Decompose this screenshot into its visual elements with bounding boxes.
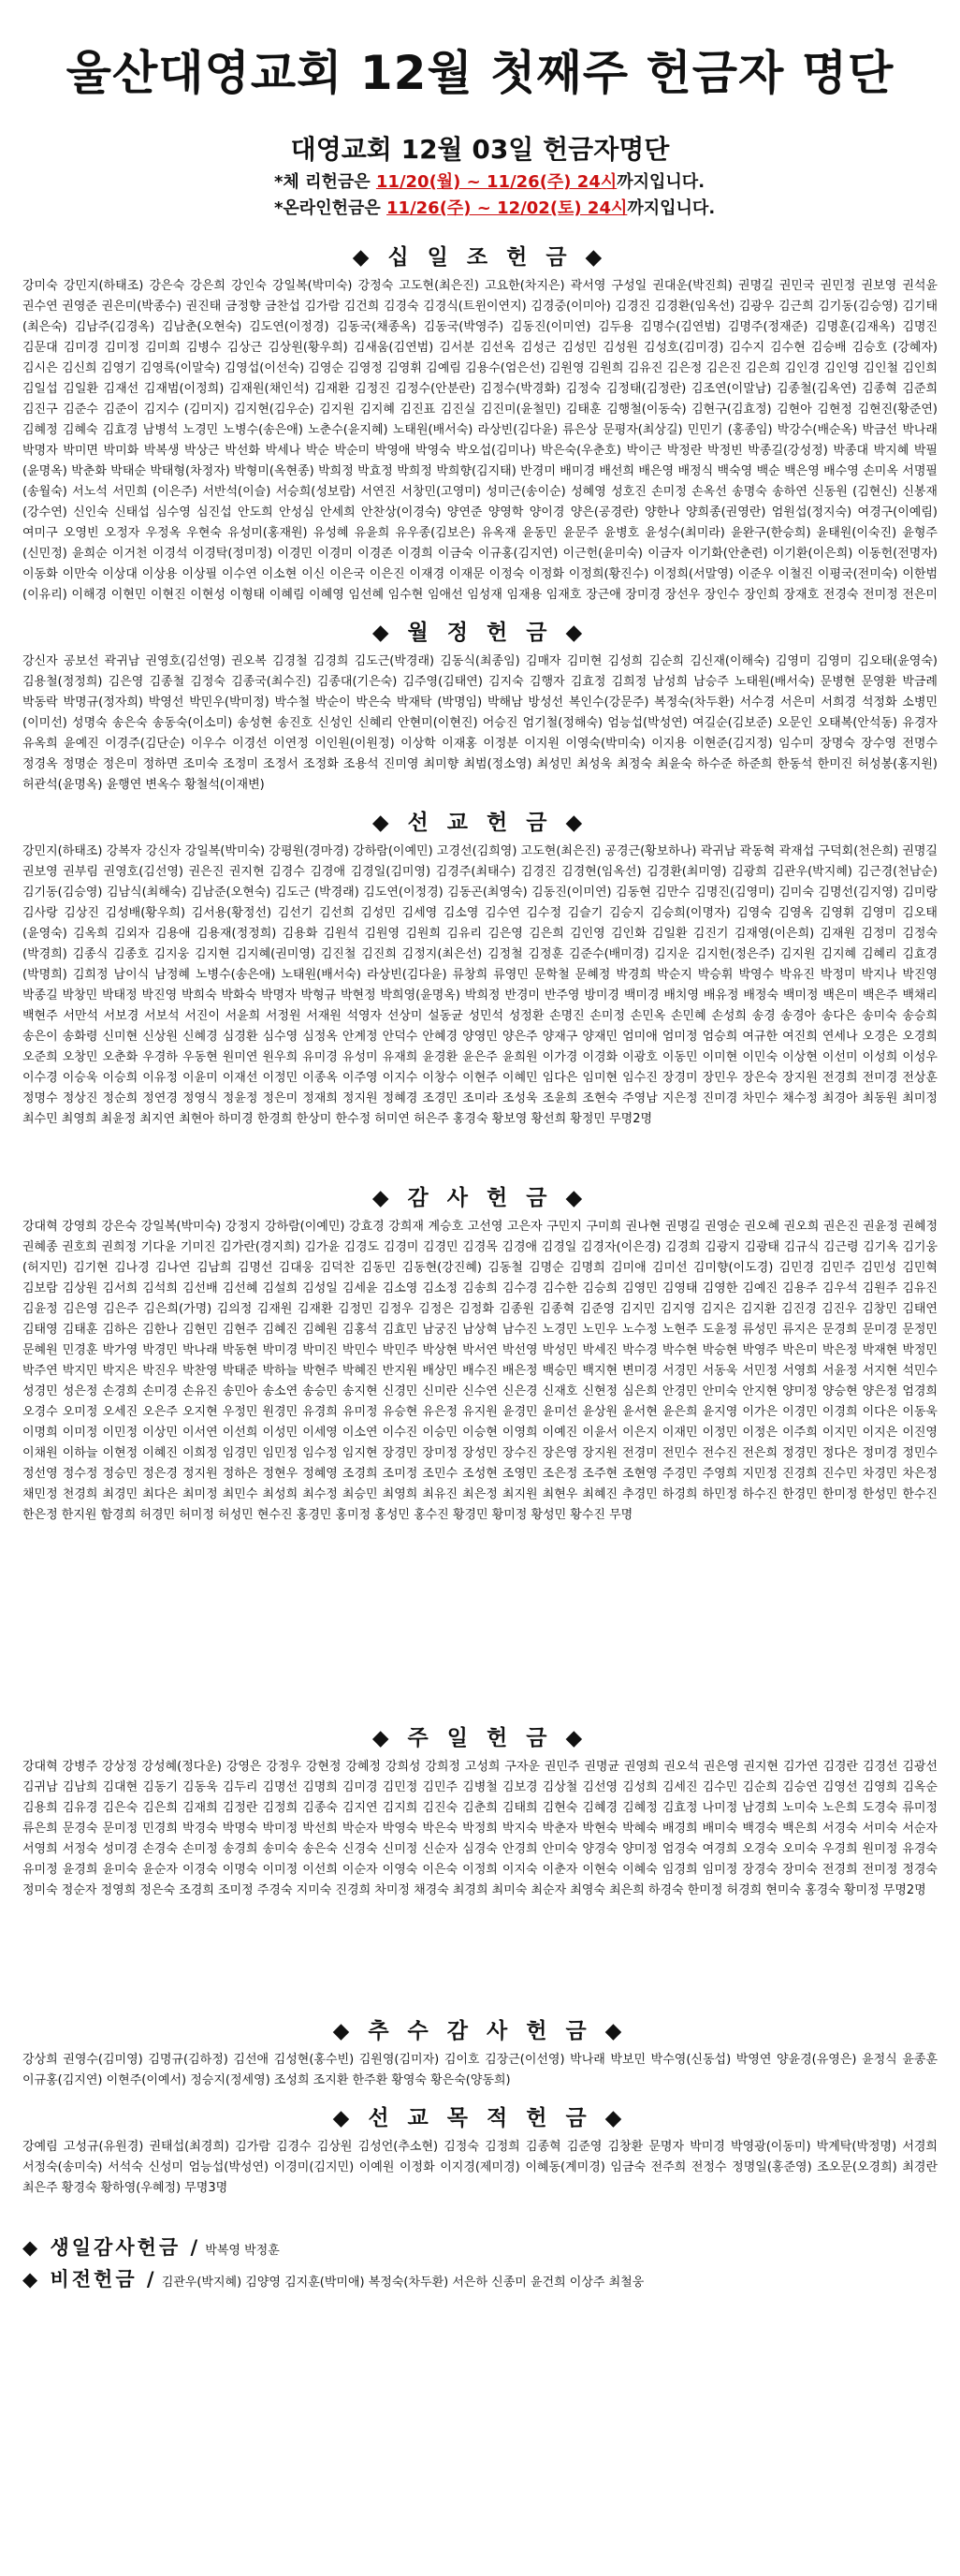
online-note-range: 11/26(주) ~ 12/02(토) 24시: [386, 198, 628, 218]
list-subtitle: 대영교회 12월 03일 헌금자명단: [290, 134, 670, 165]
section-harvest-header: ◆ 추 수 감 사 헌 금 ◆: [332, 2019, 628, 2043]
bottom-list: [22, 2232, 938, 2292]
section-mission-purpose: [22, 2100, 938, 2219]
section-mission: [22, 805, 938, 1171]
section-harvest: [22, 2013, 938, 2091]
section-mission-header: ◆ 선 교 헌 금 ◆: [371, 811, 589, 835]
section-mission-purpose-names: 강예림 고성규(유원경) 권태섭(최경희) 김가람 김경수 김상원 김성언(추소현) 김정숙 김정희 김종혁 김준영 김창환 문명자 박미경 박영광(이동미) 박계탁(박정명) 서경희 서정숙(송미숙) 서석숙 신성미 엄능섭(박성연) 이경미(김지민) 이예원 이정화 이지경(제미경) 이혜동(계미경) 임금숙 전주희 전정수 정명일(홍준영) 조오문(오경희) 최경란 최은주 황경숙 황하영(우혜정) 무명3명: [22, 2140, 938, 2195]
vision-row: [22, 2264, 938, 2292]
online-note-prefix: *온라인헌금은: [274, 198, 387, 218]
vision-label: ◆ 비전헌금 /: [22, 2268, 157, 2291]
section-thanks: [22, 1180, 938, 1711]
section-mission-names: 강민지(하태조) 강복자 강신자 강일복(박미숙) 강평원(경마경) 강하람(이예민) 고경선(김희영) 고도현(최은진) 공경근(황보하나) 곽귀남 곽동혁 곽재섭 구덕회(천은희) 권명길 권보영 권부림 권영호(김선영) 권은진 권지현 김경수 김경애 김경일(김미영) 김경주(최태수) 김경진 김경현(임옥선) 김경환(최미영) 김광희 김관우(박지혜) 김근경(천남순) 김기동(김승영) 김남식(최해숙) 김남준(오현숙) 김도근 (박경래) 김도연(이정경) 김동곤(최영숙) 김동진(이미연) 김동현 김만수 김명진(김영미) 김미숙 김명선(김지영) 김미랑 김사랑 김상진 김성배(황우희) 김서용(황정선) 김선기 김선희 김성민 김세영 김소영 김수연 김수정 김슬기 김승지 김승희(이명자) 김영숙 김영옥 김영휘 김영미 김오태(윤영숙) 김옥희 김외자 김용애 김용재(정정희) 김용화 김원석 김원영 김원희 김유리 김은영 김은희 김인영 김인화 김일환 김진기 김재영(이은희) 김재원 김정미 김정숙(박경희) 김종식 김종호 김지웅 김지현 김지혜(권미영) 김진철 김진희 김정지(최은선) 김정철 김정훈 김준수(배미경) 김지운 김지헌(정은주) 김지원 김지혜 김혜리 김효경(박명희) 김희정 남이식 남정혜 노병수(송은애) 노태원(배서숙) 라상빈(김다윤) 류창희 류영민 문학철 문혜정 박경희 박순지 박승휘 박영수 박유진 박정미 박지나 박진영 박종길 박창민 박태정 박진영 박희숙 박화숙 박명자 박형규 박현정 박희영(윤명옥) 박희정 반경미 반주영 방미경 백미경 배치영 배유정 배정숙 백미정 백은미 백은주 백채리 백현주 서만석 서보경 서보석 서진이 서윤희 서정원 서재원 석영자 선상미 설동균 성민석 성정환 손명진 손미정 손민옥 손민혜 손성희 송경 송경아 송다은 송미숙 송승희 송은이 송화령 신미현 신상원 신혜경 심경환 심수영 심정옥 안계정 안덕수 안혜경 양영민 양은주 양재구 양재민 엄미애 엄미정 엄승희 여규한 여진희 연세나 오경은 오경희 오준희 오창민 오춘화 우경하 우동현 원미연 원우희 유미경 유성미 유재희 윤경환 윤은주 윤희원 이가경 이경화 이광호 이동민 이미현 이민숙 이상현 이선미 이성희 이성우 이수경 이승욱 이승희 이유정 이윤미 이재선 이정민 이종옥 이주영 이지수 이창수 이현주 이혜민 임다은 임미현 임수진 장경미 장민우 장은숙 장지원 전경희 전미경 전상훈 정명수 정상진 정순희 정연경 정영식 정윤정 정은미 정재희 정지원 정혜경 조경민 조미라 조성욱 조윤희 조현숙 주영남 지은정 진미경 차민수 채수정 최경아 최동원 최미정 최수민 최영희 최윤정 최지연 최현아 하미경 한경희 한상미 한수정 허미연 허은주 홍경숙 황보영 황선희 황정민 무명2명: [22, 844, 938, 1126]
section-sunday-header: ◆ 주 일 헌 금 ◆: [371, 1726, 589, 1750]
vision-names: 김관우(박지혜) 김양영 김지훈(박미애) 복정숙(차두환) 서은하 신종미 윤건희 이상주 최철웅: [161, 2276, 645, 2290]
page-title: 울산대영교회 12월 첫째주 헌금자 명단: [65, 46, 895, 100]
online-note-suffix: 까지입니다.: [627, 198, 716, 218]
subheader: [199, 120, 761, 230]
section-harvest-names: 강상희 권영수(김미영) 김명규(김하정) 김선애 김성현(홍수빈) 김원영(김미자) 김이호 김장근(이선영) 박나래 박보민 박수영(신동섭) 박영연 양윤경(유영은) 윤정식 윤종훈 이규홍(김지연) 이현주(이예서) 정승지(정세영) 조성희 조지환 한주환 황영숙 황은숙(양동희): [22, 2053, 938, 2087]
section-monthly-header: ◆ 월 정 헌 금 ◆: [371, 621, 589, 645]
section-tithe: [22, 240, 938, 606]
cherry-note-prefix: *체 리헌금은: [274, 172, 376, 192]
section-sunday: [22, 1720, 938, 2004]
cherry-note-range: 11/20(월) ~ 11/26(주) 24시: [375, 172, 618, 192]
cherry-note-suffix: 까지입니다.: [617, 172, 705, 192]
section-mission-purpose-header: ◆ 선 교 목 적 헌 금 ◆: [332, 2106, 628, 2130]
section-thanks-names: 강대혁 강영희 강은숙 강일복(박미숙) 강정지 강하람(이예민) 강효경 강희재 계승호 고선영 고은자 구민지 구미희 권나현 권명길 권영순 권오혜 권오희 권은진 권윤정 권혜정 권혜종 권호희 권희정 기다윤 기미진 김가란(경지희) 김가윤 김경도 김경미 김경민 김경목 김경애 김경일 김경자(이은경) 김경희 김광지 김광태 김규식 김근령 김기옥 김기웅(허지민) 김기현 김나경 김나연 김남희 김명선 김대웅 김덕찬 김동민 김동현(강진혜) 김동철 김명순 김명희 김미애 김미선 김미향(이도경) 김민경 김민주 김민성 김민혁 김보람 김상원 김서희 김석희 김선배 김선혜 김설희 김성일 김세윤 김소영 김소정 김송희 김수경 김수한 김승희 김영민 김영태 김영한 김예진 김용주 김우석 김원주 김유진 김윤정 김은영 김은주 김은희(가명) 김의정 김재원 김재환 김정민 김정우 김정은 김정화 김종원 김종혁 김준영 김지민 김지영 김지은 김지환 김진경 김진우 김창민 김태연 김태영 김태훈 김하은 김한나 김현민 김현주 김혜진 김혜원 김홍석 김효민 남궁진 남상혁 남수진 노경민 노민우 노수정 노현주 도윤정 류성민 류지은 문경희 문미경 문정민 문혜원 민경훈 박가영 박경민 박나래 박동현 박미경 박미진 박민수 박민주 박상현 박서연 박선영 박성민 박세진 박수경 박수현 박승현 박영주 박은미 박은정 박재현 박정민 박주연 박지민 박지은 박진우 박찬영 박태준 박하늘 박현주 박혜진 반지원 배상민 배수진 배은정 백승민 백지현 변미경 서경민 서동욱 서민정 서영희 서윤정 서지현 석민수 성경민 성은정 손경희 손미경 손유진 송민아 송소연 송승민 송지현 신경민 신미란 신수연 신은경 신재호 신현정 심은희 안경민 안미숙 안지현 양미정 양승현 양은정 엄경희 오경수 오미정 오세진 오은주 오지현 우정민 원경민 유경희 유미정 유승현 유은정 유지원 윤경민 윤미선 윤상원 윤서현 윤은희 윤지영 이가은 이경민 이경희 이다은 이동욱 이명희 이미정 이민정 이상민 이서연 이선희 이성민 이세영 이소연 이수진 이승민 이승현 이영희 이예진 이윤서 이은지 이재민 이정민 이정은 이주희 이지민 이지은 이진영 이채원 이하늘 이현정 이혜진 이희정 임경민 임민정 임수정 임지현 장경민 장미정 장성민 장수진 장은영 장지원 전경미 전민수 전수진 전은희 정경민 정다은 정미경 정민수 정선영 정수정 정승민 정은경 정지원 정하은 정현우 정혜영 조경희 조미정 조민수 조성현 조영민 조은정 조주현 조현영 주경민 주영희 지민정 진경희 진수민 차경민 차은정 채민정 천경희 최경민 최다은 최미정 최민수 최성희 최수정 최승민 최영희 최유진 최은정 최지원 최현우 최혜진 추경민 하경희 하민정 하수진 한경민 한미정 한성민 한수진 한은정 한지원 함경희 허경민 허미정 허성민 현수진 홍경민 홍미정 홍성민 홍수진 황경민 황미정 황성민 황수진 무명: [22, 1220, 938, 1522]
section-thanks-header: ◆ 감 사 헌 금 ◆: [371, 1186, 589, 1210]
section-sunday-names: 강대혁 강병주 강상정 강성혜(정다운) 강영은 강정우 강현정 강혜정 강희성 강희정 고성희 구자운 권민주 권명균 권영희 권오석 권은영 권지현 김가연 김경란 김경선 김광선 김귀남 김남희 김대현 김동기 김동욱 김두리 김명선 김명희 김미경 김민정 김민주 김병철 김보경 김상철 김선영 김성희 김세진 김수민 김순희 김승연 김영선 김영희 김옥순 김용희 김유경 김은숙 김은희 김재희 김정란 김정희 김종숙 김지연 김지희 김진숙 김춘희 김태희 김현숙 김혜경 김혜정 김효정 나미정 남경희 노미숙 노은희 도경숙 류미정 류은희 문경숙 문미정 민경희 박경숙 박명숙 박미정 박선희 박순자 박영숙 박은숙 박정희 박지숙 박춘자 박현숙 박혜숙 배경희 배미숙 백경숙 백은희 서경숙 서미숙 서순자 서영희 서정숙 성미경 손경숙 손미정 송경희 송미숙 송은숙 신경숙 신미정 신순자 심경숙 안경희 안미숙 양경숙 양미정 엄경숙 여경희 오경숙 오미숙 우경희 원미정 유경숙 유미정 윤경희 윤미숙 윤순자 이경숙 이명숙 이미정 이선희 이순자 이영숙 이은숙 이정희 이지숙 이춘자 이현숙 이혜숙 임경희 임미정 장경숙 장미숙 전경희 전미정 정경숙 정미숙 정순자 정영희 정은숙 조경희 조미정 주경숙 지미숙 진경희 차미정 채경숙 최경희 최미숙 최순자 최영숙 최은희 하경숙 한미정 허경희 현미숙 홍경숙 황미정 무명2명: [22, 1760, 938, 1897]
cherry-note: [274, 168, 761, 193]
section-monthly-names: 강신자 공보선 곽귀남 권영호(김선영) 권오복 김경철 김경희 김도근(박경래) 김동식(최종임) 김매자 김미현 김성희 김순희 김신재(이해숙) 김영미 김영미 김오태(윤영숙) 김용철(정정희) 김은영 김종철 김정숙 김종국(최수진) 김종대(기은숙) 김주영(김태연) 김지숙 김행자 김효정 김희정 남성희 남승주 노태원(배서숙) 문병현 문영환 박금례 박동락 박명규(정자희) 박영선 박민우(박미정) 박수철 박순이 박은숙 박재탁 (박명임) 박해남 방성선 복인수(강문주) 복정숙(차두환) 서수경 서은미 서희경 석정화 소병민(이미선) 성명숙 송은숙 송동숙(이소미) 송성현 송진호 신성인 신혜리 안현미(이현진) 어승진 엄기철(정해숙) 엄능섭(박성연) 여길순(김보준) 오문인 오태복(안석동) 유경자 유옥희 윤예진 이경주(김단순) 이우수 이경선 이연정 이인원(이원정) 이상학 이재홍 이정분 이지원 이영숙(박미숙) 이지용 이현준(김지정) 임수미 장명숙 장수영 전명수 정경옥 정명순 정은미 정하면 조미숙 조정미 조정서 조정화 조용석 진미영 최미향 최범(정소영) 최성민 최성욱 최정숙 최윤숙 하수준 하준희 한동석 한미진 허성봉(홍지원) 허관석(윤명옥) 윤행연 변옥수 황철석(이재변): [22, 654, 938, 792]
section-monthly: [22, 615, 938, 796]
birthday-names: 박복영 박정훈: [205, 2244, 280, 2258]
section-tithe-names: 강미숙 강민지(하태조) 강은숙 강은희 강인숙 강일복(박미숙) 강정숙 고도현(최은진) 고요한(차지은) 곽서영 구성일 권대운(박진희) 권명길 권민국 권민정 권보영 권석윤 권수연 권영준 권은미(박종수) 권진태 금정향 금찬섭 김가람 김건희 김경숙 김경식(트윈이연지) 김경중(이미아) 김경진 김경환(임옥선) 김광우 김근희 김기동(김승영) 김기태(최은숙) 김남주(김경옥) 김남춘(오현숙) 김도연(이정경) 김동국(채종옥) 김동국(박영주) 김동진(이미연) 김두용 김명수(김연범) 김명주(정재준) 김명훈(김재옥) 김명진 김문대 김미경 김미정 김미희 김병수 김상근 김상원(황우희) 김새움(김연범) 김서분 김선옥 김성근 김성민 김성원 김성호(김미경) 김수지 김수현 김승배 김승호 (강혜자) 김시은 김신희 김영기 김영록(이말숙) 김영섭(이선숙) 김영순 김영정 김영휘 김예림 김용수(엄은선) 김원영 김원희 김유진 김은정 김은진 김은희 김인경 김인영 김인철 김인희 김일섭 김일환 김재선 김재범(이정희) 김재원(채인석) 김재환 김정진 김정수(안분란) 김정수(박경화) 김정숙 김정태(김정란) 김조연(이말남) 김종철(김옥연) 김종혁 김준희 김진구 김준수 김준이 김지수 (김미지) 김지현(김우순) 김지원 김지혜 김진표 김진실 김진미(윤철민) 김태훈 김행철(이동숙) 김현구(김효정) 김현아 김현정 김현진(황준연) 김혜정 김혜숙 김효경 남병석 노경민 노병수(송은애) 노춘수(윤지혜) 노태원(배서숙) 라상빈(김다윤) 류은상 문평자(최상길) 민민기 (홍종임) 박강수(배순옥) 박금선 박나래 박명자 박미면 박미화 박복생 박상근 박선화 박세나 박순 박순미 박영애 박영숙 박오섭(김미나) 박은숙(우춘호) 박이근 박정란 박정빈 박종길(강성정) 박종대 박지혜 박필(윤명옥) 박춘화 박태순 박태형(차정자) 박형미(옥현종) 박희정 박효정 박희정 박희향(김지태) 반경미 배미경 배선희 배은영 배정식 백숙영 백순 백은영 배수영 손미옥 서명필(송월숙) 서노석 서민희 (이은주) 서반석(이슬) 서승희(성보람) 서연진 서창민(고영미) 성미근(송이순) 성혜영 성호진 손미정 손옥선 송명숙 송하연 신동원 (김현신) 신봉재(강수연) 신인숙 신태섭 심수영 심진섭 안도희 안성심 안세희 안찬상(이경숙) 양연준 양영학 양이경 양은(공경란) 양한나 양희종(권영란) 엄원섭(정지숙) 여경구(이예림) 여미구 오영빈 오정자 우정옥 우현숙 유성미(홍재원) 유성혜 유윤희 유우종(김보은) 유옥재 윤동민 윤문주 윤병호 윤성수(최미라) 윤완구(한승희) 윤태원(이숙진) 윤형주(신민정) 윤희순 이거천 이경석 이경탁(정미정) 이경민 이경미 이경존 이경희 이금숙 이규홍(김지연) 이근헌(윤미숙) 이금자 이기화(안춘련) 이기환(이은희) 이동헌(전명자) 이동화 이만숙 이상대 이상용 이상필 이수연 이소현 이신 이은국 이은진 이재경 이재문 이정숙 이정화 이정희(황진수) 이정희(서말영) 이준우 이철진 이평국(전미숙) 이한범(이유리) 이해경 이현민 이현진 이현성 이형태 이혜림 이혜영 임선혜 임수현 임애선 임성재 임재용 임재호 장근애 장미경 장선우 장인수 장인희 장재호 전경숙 전미정 전은미: [22, 279, 938, 602]
birthday-row: [22, 2232, 938, 2261]
section-tithe-header: ◆ 십 일 조 헌 금 ◆: [352, 245, 608, 270]
online-note: [274, 195, 761, 219]
birthday-label: ◆ 생일감사헌금 /: [22, 2236, 201, 2259]
